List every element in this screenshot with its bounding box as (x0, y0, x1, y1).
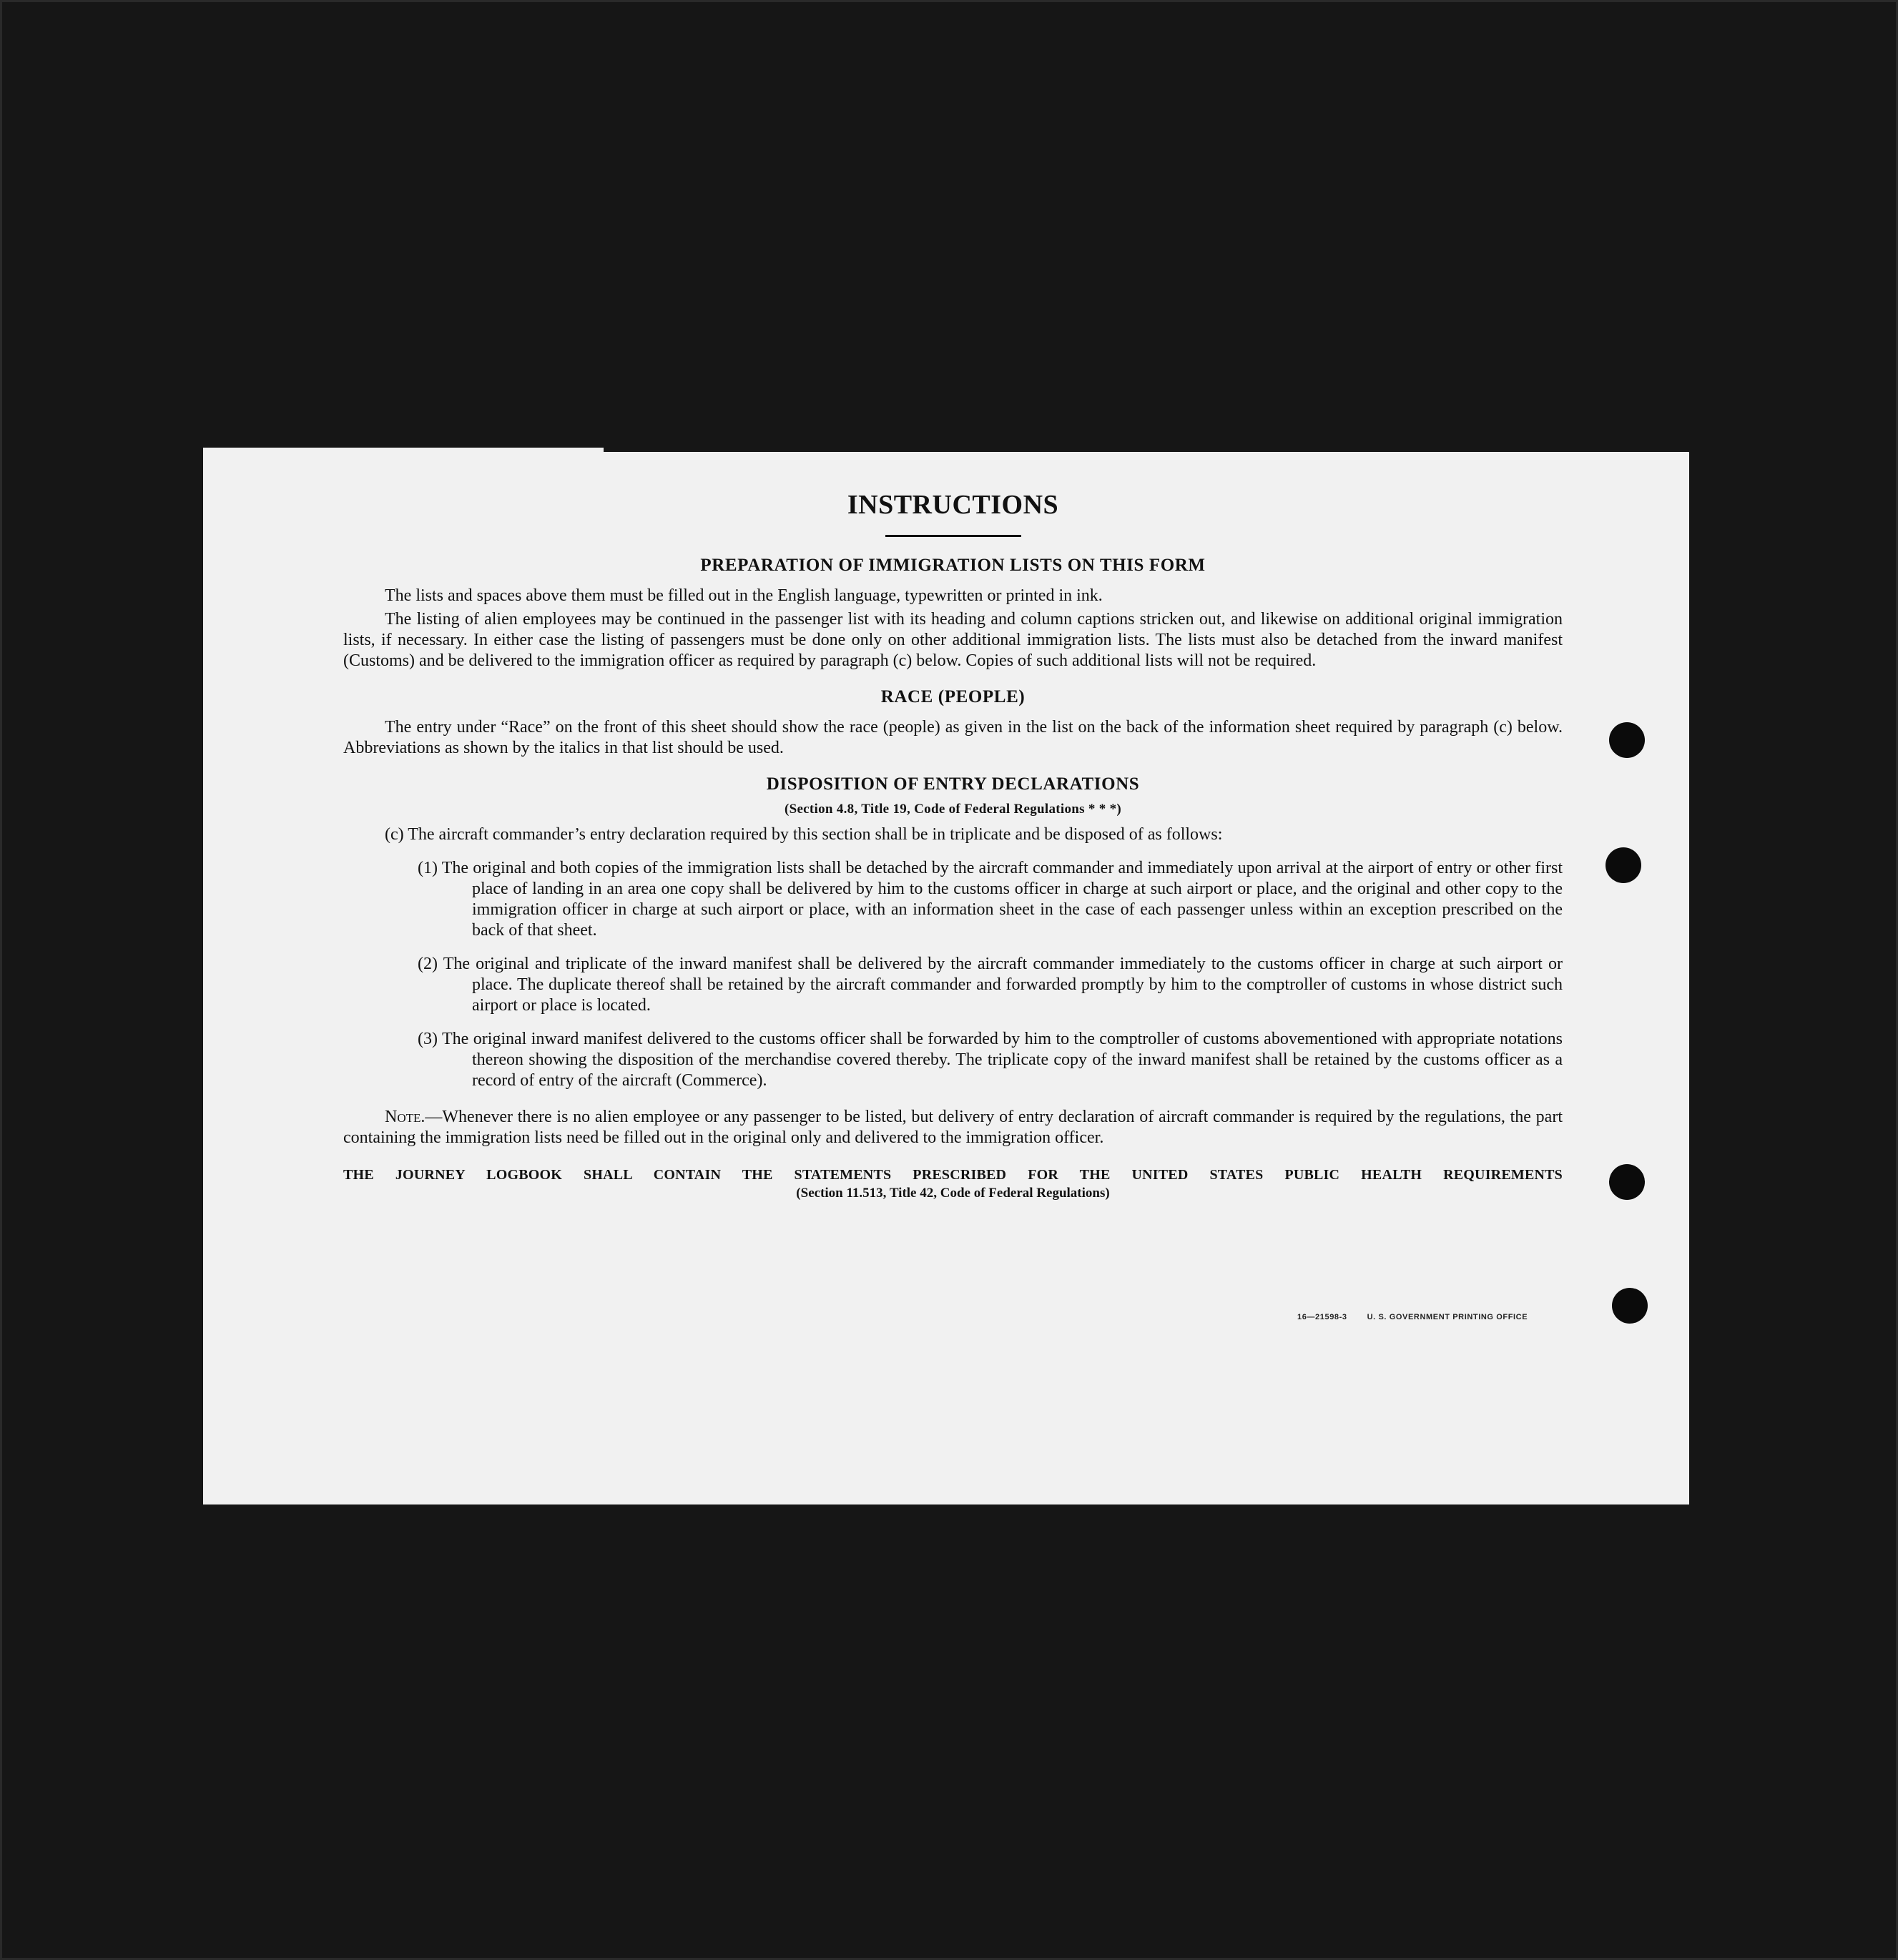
torn-top-edge (203, 448, 604, 453)
instruction-sheet (203, 452, 1689, 1505)
disposition-heading: DISPOSITION OF ENTRY DECLARATIONS (766, 774, 1140, 794)
note-label: Note. (385, 1107, 426, 1126)
note-text: —Whenever there is no alien employee or any passenger to be listed, but delivery of entry declaration of aircraft commander is required by the regulations, the part containing the immigration lists need be filled out in the original only and delivered to the immigration officer. (343, 1107, 1563, 1147)
disposition-intro: (c) The aircraft commander’s entry declaration required by this section shall be in triplicate and be disposed of as follows: (385, 824, 1223, 844)
disposition-citation: (Section 4.8, Title 19, Code of Federal Regulations * * *) (784, 801, 1122, 817)
title-underline (885, 535, 1021, 537)
race-heading: RACE (PEOPLE) (880, 686, 1026, 706)
health-statement: THE JOURNEY LOGBOOK SHALL CONTAIN THE STATEMENTS PRESCRIBED FOR THE UNITED STATES PUBLIC HEALTH REQUIREMENTS (343, 1166, 1563, 1183)
preparation-paragraph-1: The lists and spaces above them must be filled out in the English language, typewritten or printed in ink. (385, 586, 1103, 605)
printing-office: U. S. GOVERNMENT PRINTING OFFICE (1367, 1313, 1528, 1321)
health-citation: (Section 11.513, Title 42, Code of Federal Regulations) (796, 1185, 1110, 1201)
preparation-heading: PREPARATION OF IMMIGRATION LISTS ON THIS FORM (700, 555, 1206, 575)
disposition-item-3: (3) The original inward manifest delivered to the customs officer shall be forwarded by him to the comptroller of customs abovementioned with appropriate notations thereon showing the disposition of the merchandise covered thereby. The triplicate copy of the inward manifest shall be retained by the customs officer as a record of entry of the aircraft (Commerce). (418, 1029, 1563, 1090)
note-paragraph (343, 1107, 1563, 1148)
printer-imprint (1297, 1313, 1548, 1321)
document-title: INSTRUCTIONS (847, 490, 1059, 520)
disposition-item-1: (1) The original and both copies of the immigration lists shall be detached by the aircraft commander and immediately upon arrival at the airport of entry or other first place of landing in an area one copy shall be delivered by him to the customs officer in charge at such airport or place, and the original and other copy to the immigration officer in charge at such airport or place, with an information sheet in the case of each passenger unless within an exception prescribed on the back of that sheet. (418, 858, 1563, 940)
document-body (343, 489, 1563, 1201)
form-number: 16—21598-3 (1297, 1313, 1347, 1321)
punch-hole (1612, 1288, 1648, 1324)
race-paragraph: The entry under “Race” on the front of this sheet should show the race (people) as given in the list on the back of the information sheet required by paragraph (c) below. Abbreviations as shown by the italics in that list should be used. (343, 717, 1563, 757)
punch-hole (1609, 1164, 1645, 1200)
preparation-paragraph-2: The listing of alien employees may be continued in the passenger list with its heading and column captions stricken out, and likewise on additional original immigration lists, if necessary. In either case the listing of passengers must be done only on other additional immigration lists. The lists must also be detached from the inward manifest (Customs) and be delivered to the immigration officer as required by paragraph (c) below. Copies of such additional lists will not be required. (343, 609, 1563, 670)
disposition-item-2: (2) The original and triplicate of the inward manifest shall be delivered by the aircraft commander immediately to the customs officer in charge at such airport or place. The duplicate thereof shall be retained by the aircraft commander and forwarded promptly by him to the comptroller of customs in whose district such airport or place is located. (418, 954, 1563, 1015)
punch-hole (1609, 722, 1645, 758)
punch-hole (1606, 847, 1641, 883)
